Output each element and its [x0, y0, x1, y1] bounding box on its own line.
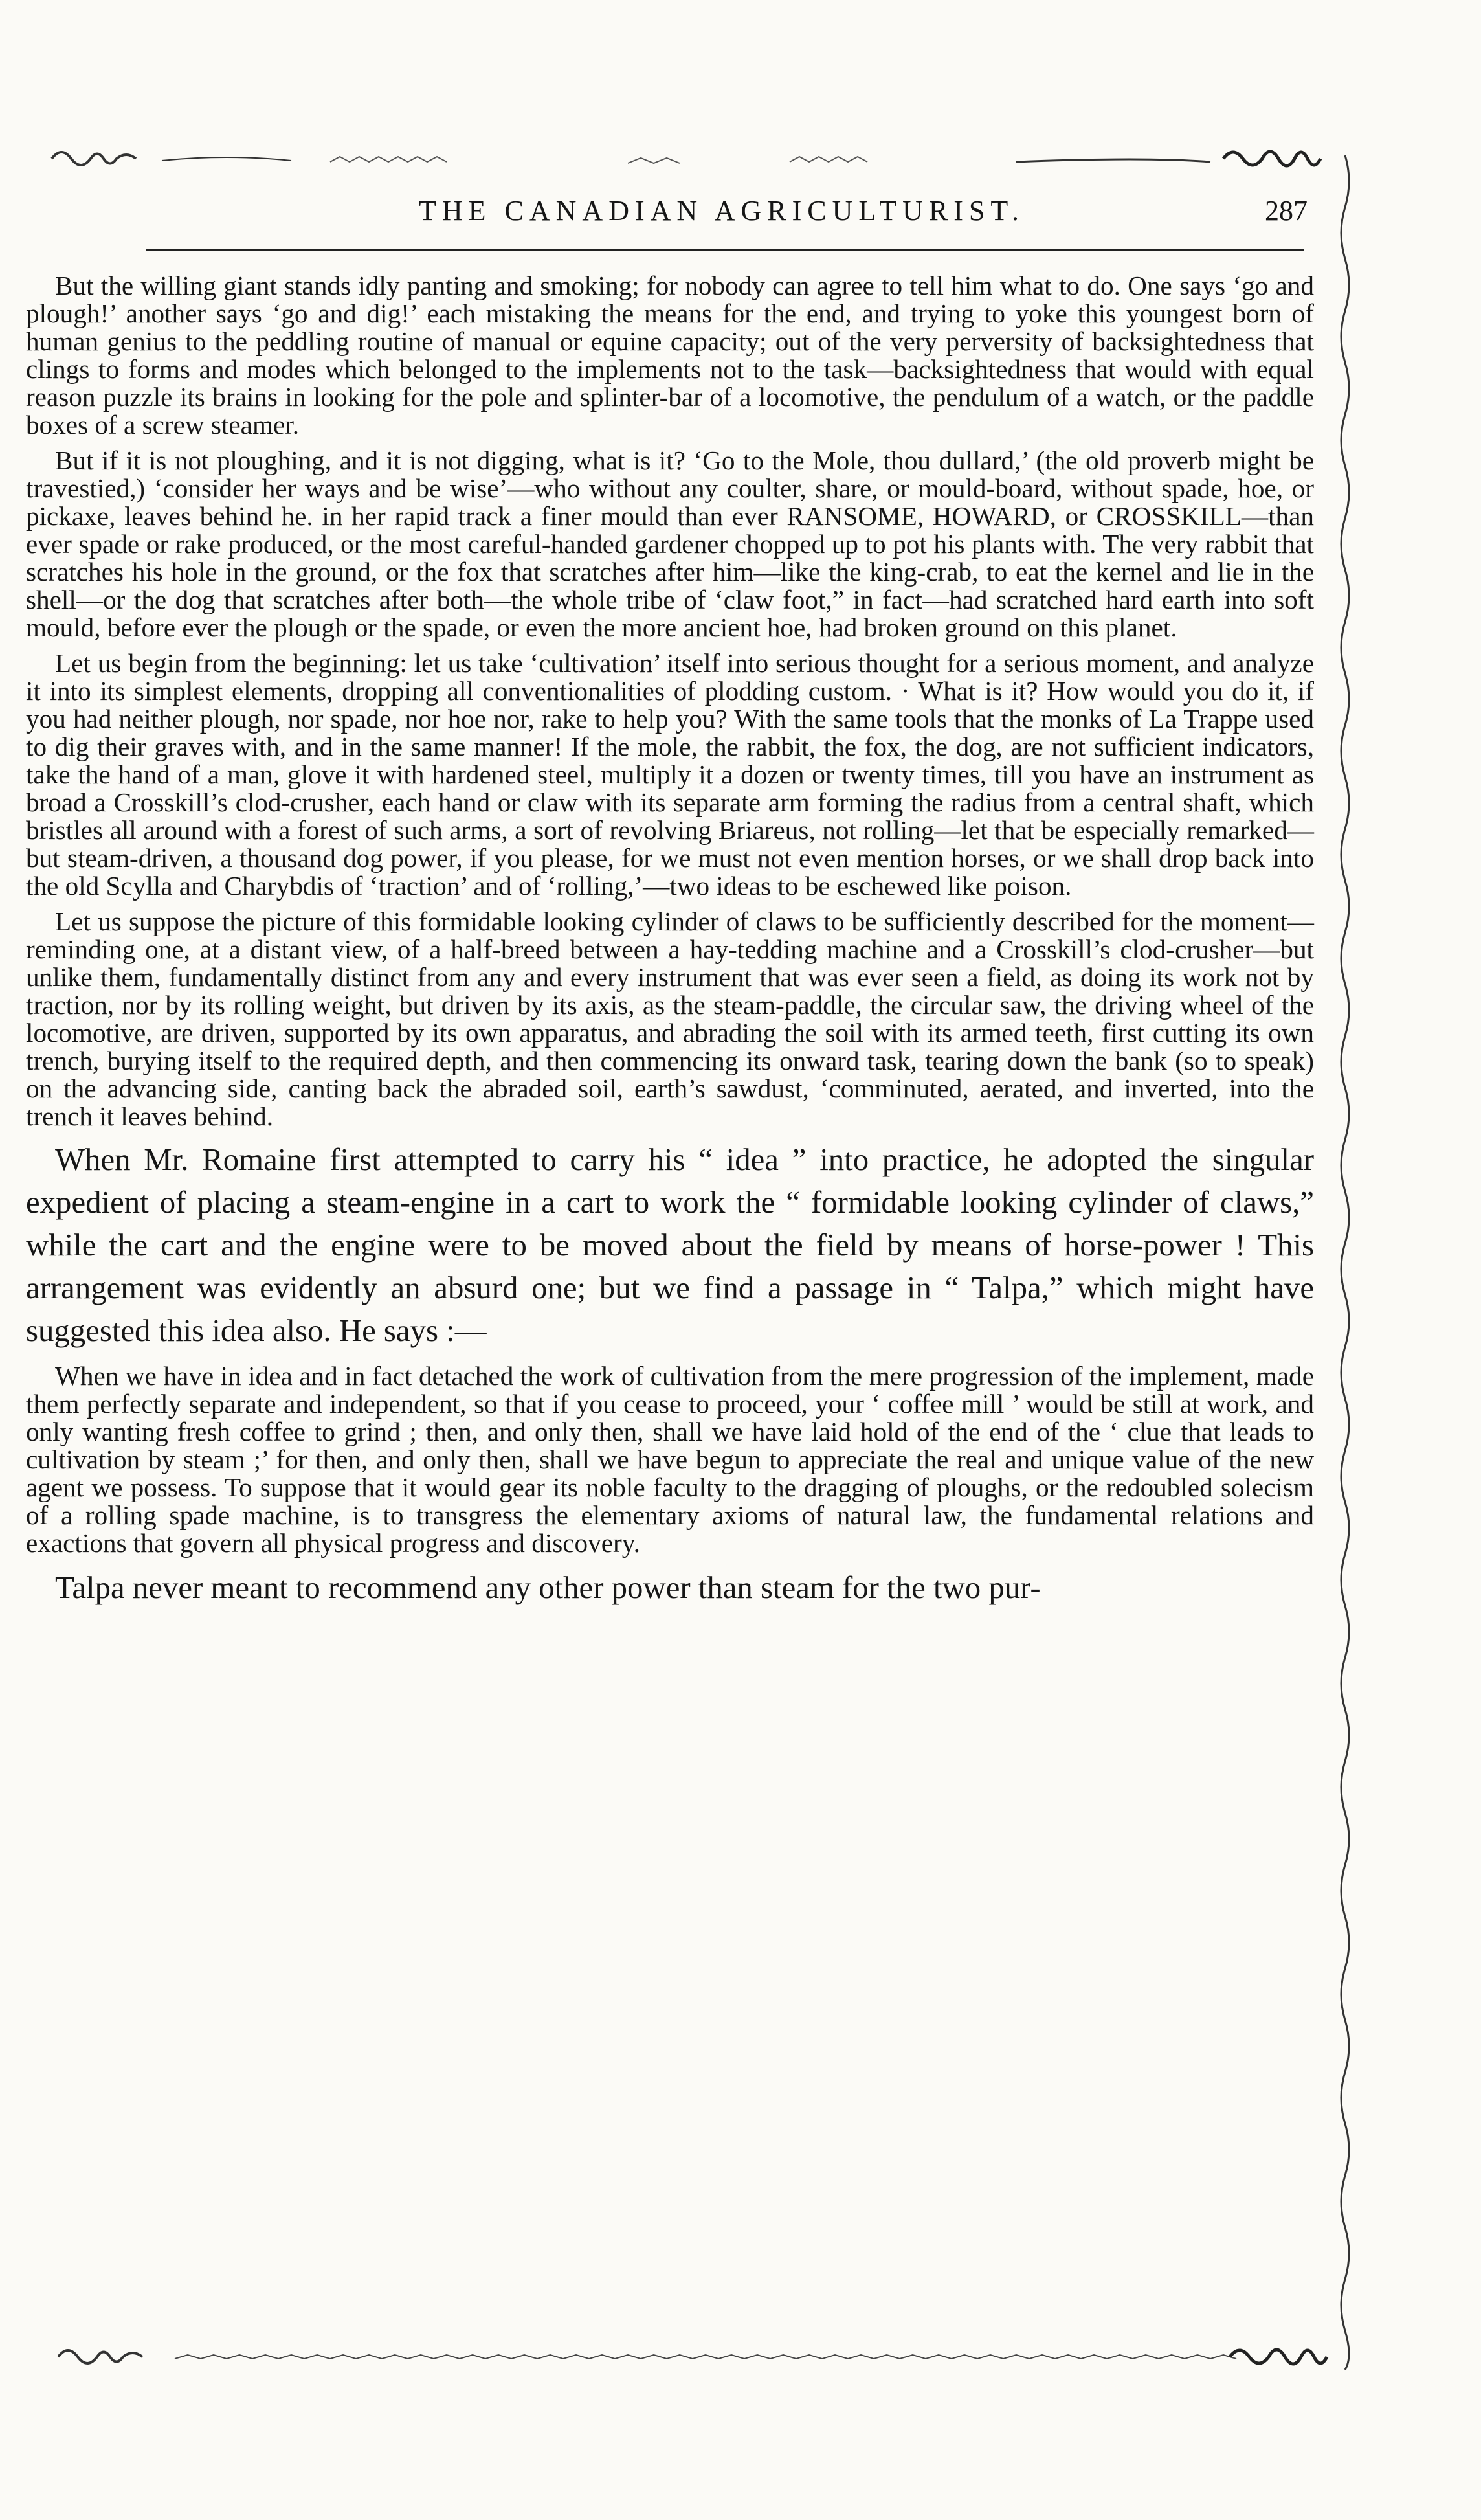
- paragraph: But the willing giant stands idly panting and smoking; for nobody can agree to tell him what to do. One says ‘go and plough!’ another says ‘go and dig!’ each mistaking the means for the end, and trying to yoke this youngest born of human genius to the peddling routine of manual or equine capacity; out of the very perversity of backsightedness that clings to forms and modes which belonged to the implements not to the task—backsightedness that would with equal reason puzzle its brains in looking for the pole and splinter-bar of a locomotive, the pendulum of a watch, or the paddle boxes of a screw steamer.: [26, 271, 1314, 440]
- paragraph: When Mr. Romaine first attempted to carry his “ idea ” into practice, he adopted the singular expedient of placing a steam-engine in a cart to work the “ formidable looking cylinder of claws,” while the cart and the engine were to be moved about the field by means of horse-power ! This arrangement was evidently an absurd one; but we find a passage in “ Talpa,” which might have suggested this idea also. He says :—: [26, 1142, 1314, 1348]
- paragraph: Let us begin from the beginning: let us take ‘cultivation’ itself into serious thought for a serious moment, and analyze it into its simplest elements, dropping all conventionalities of plodding custom. · What is it? How would you do it, if you had neither plough, nor spade, nor hoe nor, rake to help you? With the same tools that the monks of La Trappe used to dig their graves with, and in the same manner! If the mole, the rabbit, the fox, the dog, are not sufficient indicators, take the hand of a man, glove it with hardened steel, multiply it a dozen or twenty times, till you have an instrument as broad a Crosskill’s clod-crusher, each hand or claw with its separate arm forming the radius from a central shaft, which bristles all around with a forest of such arms, a sort of revolving Briareus, not rolling—let that be especially remarked—but steam-driven, a thousand dog power, if you please, for we must not even mention horses, or we shall drop back into the old Scylla and Charybdis of ‘traction’ and of ‘rolling,’—two ideas to be eschewed like poison.: [26, 648, 1314, 901]
- right-ornament-border: [1332, 155, 1358, 2370]
- bottom-ornament-border: [45, 2334, 1346, 2379]
- vine-ornament-icon: [1332, 155, 1358, 2370]
- page-number: 287: [1265, 194, 1308, 227]
- paragraph: Let us suppose the picture of this formidable looking cylinder of claws to be sufficiently described for the moment—reminding one, at a distant view, of a half-breed between a hay-tedding machine and a Crosskill’s clod-crusher—but unlike them, fundamentally distinct from any and every instrument that was ever seen a field, as doing its work not by traction, nor by its rolling weight, but driven by its axis, as the steam-paddle, the circular saw, the driving wheel of the locomotive, are driven, supported by its own apparatus, and abrading the soil with its armed teeth, first cutting its own trench, burying itself to the required depth, and then commencing its onward task, tearing down the bank (so to speak) on the advancing side, canting back the abraded soil, earth’s sawdust, ‘comminuted, aerated, and inverted, into the trench it leaves behind.: [26, 906, 1314, 1131]
- scroll-ornament-icon: [45, 136, 1346, 181]
- scroll-ornament-icon: [45, 2334, 1346, 2379]
- quoted-paragraph: When we have in idea and in fact detached the work of cultivation from the mere progression of the implement, made them perfectly separate and independent, so that if you cease to proceed, your ‘ coffee mill ’ would be still at work, and only wanting fresh coffee to grind ; then, and only then, shall we have laid hold of the end of the ‘ clue that leads to cultivation by steam ;’ for then, and only then, shall we have begun to appreciate the real and unique value of the new agent we possess. To suppose that it would gear its noble faculty to the dragging of ploughs, or the redoubled solecism of a rolling spade machine, is to transgress the elementary axioms of natural law, the fundamental relations and exactions that govern all physical progress and discovery.: [26, 1361, 1314, 1558]
- running-header: [136, 188, 1308, 233]
- article-body: [26, 272, 1314, 1619]
- header-rule: [146, 249, 1304, 251]
- running-title: THE CANADIAN AGRICULTURIST.: [419, 194, 1025, 227]
- paragraph: Talpa never meant to recommend any other power than steam for the two pur-: [55, 1570, 1041, 1605]
- paragraph: But if it is not ploughing, and it is not digging, what is it? ‘Go to the Mole, thou dullard,’ (the old proverb might be travestied,) ‘consider her ways and be wise’—who without any coulter, share, or mould-board, without spade, hoe, or pickaxe, leaves behind he. in her rapid track a finer mould than ever RANSOME, HOWARD, or CROSSKILL—than ever spade or rake produced, or the most careful-handed gardener chopped up to pot his plants with. The very rabbit that scratches his hole in the ground, or the fox that scratches after him—like the king-crab, to eat the kernel and lie in the shell—or the dog that scratches after both—the whole tribe of ‘claw foot,” in fact—had scratched hard earth into soft mould, before ever the plough or the spade, or even the more ancient hoe, had broken ground on this planet.: [26, 445, 1314, 642]
- top-ornament-border: [45, 136, 1346, 181]
